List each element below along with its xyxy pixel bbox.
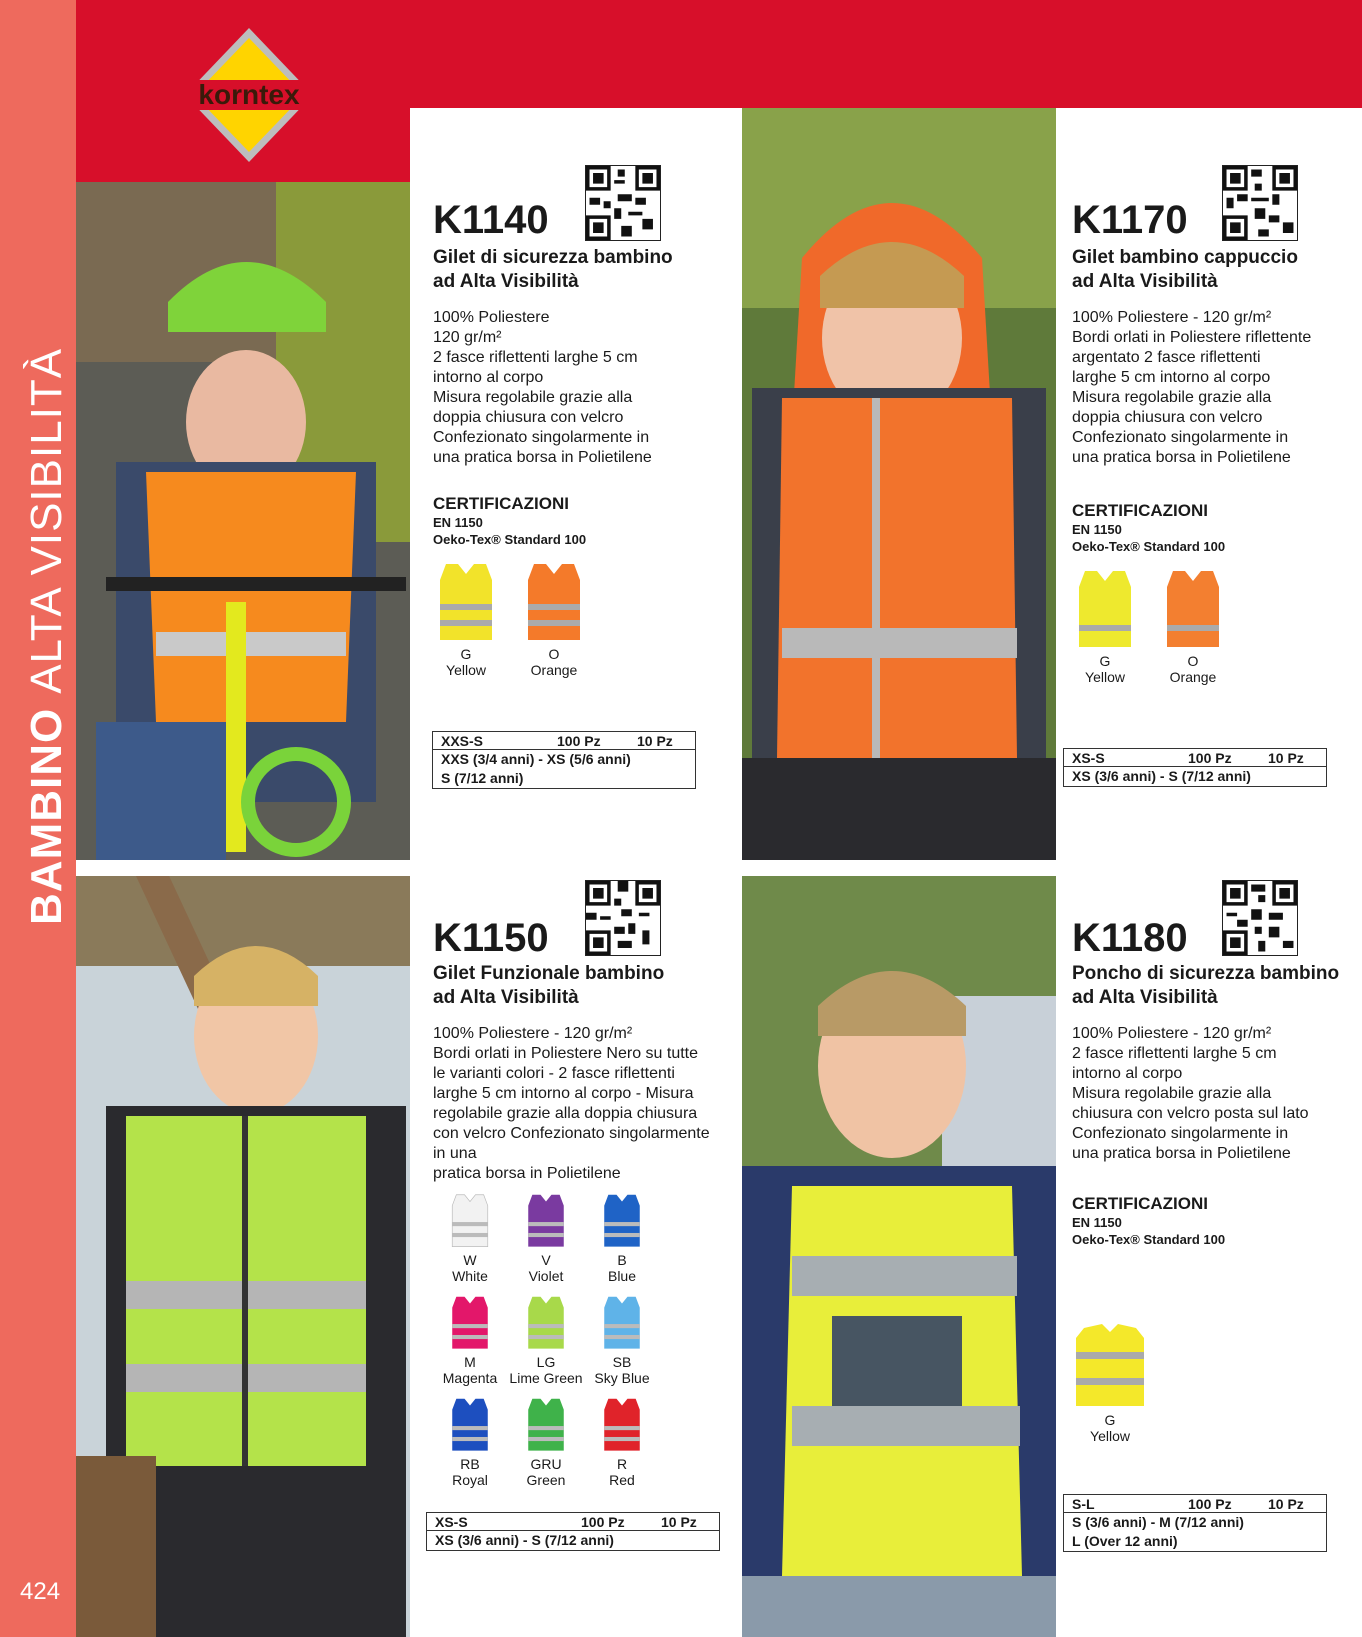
cert-item: EN 1150 — [1072, 522, 1122, 537]
cert-item: Oeko-Tex® Standard 100 — [1072, 1232, 1226, 1247]
category-label — [22, 348, 72, 925]
product-k1180 — [1072, 918, 1362, 1444]
qr-code[interactable] — [1222, 165, 1298, 241]
photo-k1180 — [742, 876, 1056, 1637]
vest-icon — [438, 560, 494, 642]
qr-code[interactable] — [585, 165, 661, 241]
product-code: K1150 — [433, 916, 549, 960]
product-title-line1: Gilet Funzionale bambino — [433, 963, 665, 984]
product-title-line1: Gilet bambino cappuccio — [1072, 247, 1298, 268]
cert-heading: CERTIFICAZIONI — [1072, 501, 1208, 520]
page-number: 424 — [20, 1578, 61, 1605]
vest-icon — [526, 1294, 566, 1350]
cert-item: Oeko-Tex® Standard 100 — [433, 532, 587, 547]
product-code: K1140 — [433, 198, 549, 242]
photo-k1140 — [76, 182, 410, 860]
cert-heading: CERTIFICAZIONI — [1072, 1194, 1208, 1213]
vest-icon — [450, 1192, 490, 1248]
vest-icon — [602, 1396, 642, 1452]
product-description: 100% Poliestere 120 gr/m² 2 fasce riflettenti larghe 5 cm intorno al corpo Misura regolabile grazie alla doppia chiusura con velcro Confezionato singolarmente in una pratica borsa in Polietilene — [433, 309, 652, 466]
product-code: K1170 — [1072, 198, 1188, 242]
color-swatch-violet: V Violet — [509, 1192, 583, 1284]
product-k1170 — [1072, 200, 1357, 685]
vest-icon — [526, 1396, 566, 1452]
color-swatch-yellow: G Yellow — [1072, 567, 1138, 685]
poncho-icon — [1074, 1318, 1146, 1408]
product-title-line1: Poncho di sicurezza bambino — [1072, 963, 1340, 984]
color-swatch-orange: O Orange — [521, 560, 587, 678]
vest-icon — [602, 1294, 642, 1350]
category-sub: ALTA VISIBILITÀ — [22, 347, 71, 694]
cert-item: EN 1150 — [433, 515, 483, 530]
color-swatch-royal: RB Royal — [433, 1396, 507, 1488]
product-description: 100% Poliestere - 120 gr/m² 2 fasce riflettenti larghe 5 cm intorno al corpo Misura regolabile grazie alla chiusura con velcro posta sul lato Confezionato singolarmente in una pratica borsa in Polietilene — [1072, 1025, 1309, 1162]
vest-icon — [526, 560, 582, 642]
color-swatch-yellow: G Yellow — [1072, 1318, 1148, 1444]
product-title-line1: Gilet di sicurezza bambino — [433, 247, 673, 268]
color-swatch-sky-blue: SB Sky Blue — [585, 1294, 659, 1386]
product-description: 100% Poliestere - 120 gr/m² Bordi orlati in Poliestere riflettente argentato 2 fasce riflettenti larghe 5 cm intorno al corpo Misura regolabile grazie alla doppia chiusura con velcro Confezionato singolarmente in una pratica borsa in Polietilene — [1072, 309, 1312, 466]
product-title-line2: ad Alta Visibilità — [1072, 987, 1218, 1008]
category-main: BAMBINO — [22, 707, 71, 925]
size-table-k1170: XS-S 100 Pz 10 Pz XS (3/6 anni) - S (7/12 anni) — [1063, 748, 1327, 787]
vest-icon — [602, 1192, 642, 1248]
cert-heading: CERTIFICAZIONI — [433, 494, 569, 513]
photo-k1150 — [76, 876, 410, 1637]
color-swatch-green: GRU Green — [509, 1396, 583, 1488]
korntex-logo — [185, 28, 313, 162]
photo-k1170 — [742, 108, 1056, 860]
vest-icon — [450, 1396, 490, 1452]
product-title-line2: ad Alta Visibilità — [433, 271, 579, 292]
qr-code[interactable] — [585, 880, 661, 956]
cert-item: Oeko-Tex® Standard 100 — [1072, 539, 1226, 554]
vest-icon — [1077, 567, 1133, 649]
product-title-line2: ad Alta Visibilità — [1072, 271, 1218, 292]
color-swatch-white: W White — [433, 1192, 507, 1284]
vest-icon — [526, 1192, 566, 1248]
size-table-k1150: XS-S 100 Pz 10 Pz XS (3/6 anni) - S (7/12 anni) — [426, 1512, 720, 1551]
product-title-line2: ad Alta Visibilità — [433, 987, 579, 1008]
product-k1150 — [433, 918, 733, 1488]
vest-icon — [1165, 567, 1221, 649]
product-description: 100% Poliestere - 120 gr/m² Bordi orlati in Poliestere Nero su tutte le varianti colori - 2 fasce riflettenti larghe 5 cm intorno al corpo - Misura regolabile grazie alla doppia chiusura con velcro Confezionato singolarmente in una pratica borsa in Polietilene — [433, 1025, 710, 1182]
color-swatch-yellow: G Yellow — [433, 560, 499, 678]
size-table-k1140: XXS-S 100 Pz 10 Pz XXS (3/4 anni) - XS (5/6 anni) S (7/12 anni) — [432, 731, 696, 789]
color-swatch-blue: B Blue — [585, 1192, 659, 1284]
color-swatch-magenta: M Magenta — [433, 1294, 507, 1386]
qr-code[interactable] — [1222, 880, 1298, 956]
product-k1140 — [433, 200, 723, 678]
category-sidebar — [0, 0, 76, 1637]
color-swatch-red: R Red — [585, 1396, 659, 1488]
vest-icon — [450, 1294, 490, 1350]
color-swatch-orange: O Orange — [1160, 567, 1226, 685]
product-code: K1180 — [1072, 916, 1188, 960]
svg-text:korntex: korntex — [198, 79, 300, 110]
cert-item: EN 1150 — [1072, 1215, 1122, 1230]
size-table-k1180: S-L 100 Pz 10 Pz S (3/6 anni) - M (7/12 anni) L (Over 12 anni) — [1063, 1494, 1327, 1552]
color-swatch-lime-green: LG Lime Green — [509, 1294, 583, 1386]
